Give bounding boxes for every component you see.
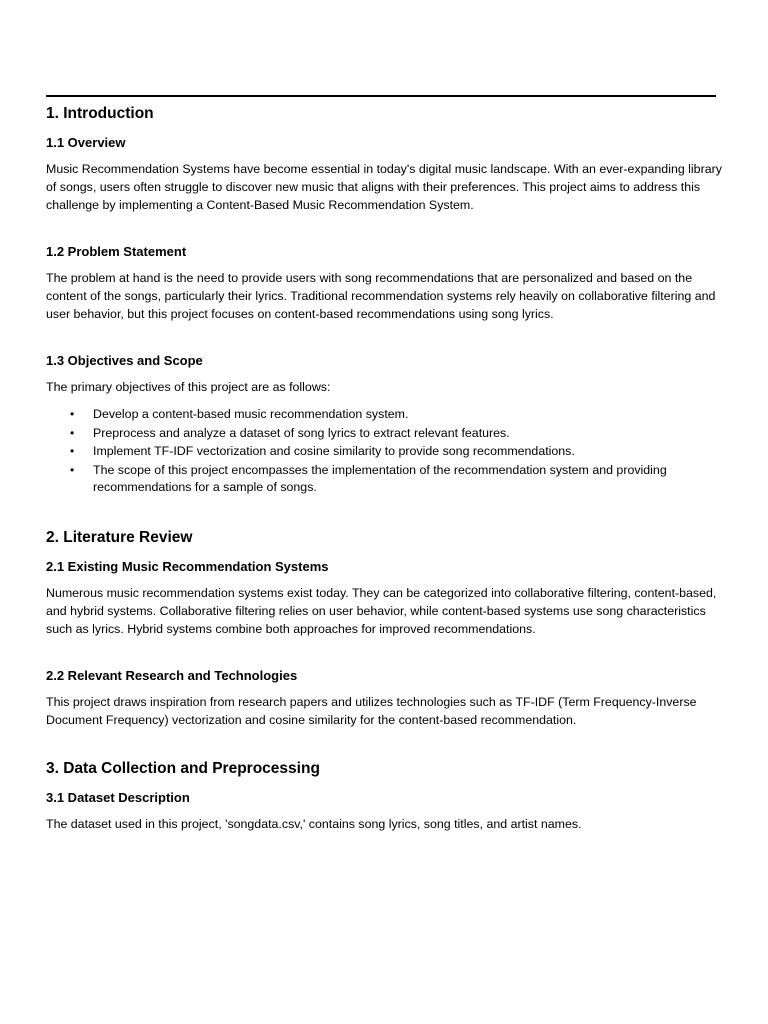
list-item-text: Implement TF-IDF vectorization and cosine similarity to provide song recommendations. <box>93 444 575 458</box>
subsection-heading: 1.2 Problem Statement <box>46 244 187 259</box>
bullet-icon: • <box>70 407 75 421</box>
paragraph: The problem at hand is the need to provide users with song recommendations that are personalized and based on the content of the songs, particularly their lyrics. Traditional recommendation systems rely heavily on collaborative filtering and user behavior, but this project focuses on content-based recommendations using song lyrics. <box>46 271 716 321</box>
paragraph: Music Recommendation Systems have become essential in today's digital music landscape. With an ever-expanding library of songs, users often struggle to discover new music that aligns with their preferences. This project aims to address this challenge by implementing a Content-Based Music Recommendation System. <box>46 162 722 212</box>
subsection-heading: 3.1 Dataset Description <box>46 789 190 805</box>
subsection-heading: 2.2 Relevant Research and Technologies <box>46 667 298 683</box>
bullet-icon: • <box>70 425 75 440</box>
paragraph: The primary objectives of this project are as follows: <box>46 380 331 394</box>
header-rule <box>46 95 716 97</box>
document-body <box>46 104 722 833</box>
subsection-heading: 1.3 Objectives and Scope <box>46 353 203 368</box>
list-item <box>46 443 722 461</box>
subsection-heading: 1.1 Overview <box>46 135 126 150</box>
paragraph: The dataset used in this project, 'songdata.csv,' contains song lyrics, song titles, and artist names. <box>46 816 582 831</box>
subsection-heading: 2.1 Existing Music Recommendation Systems <box>46 558 329 574</box>
list-item-text: The scope of this project encompasses the implementation of the recommendation system and providing recommendations for a sample of songs. <box>93 462 667 494</box>
list-item <box>46 462 722 497</box>
section-heading: 3. Data Collection and Preprocessing <box>46 759 320 777</box>
bullet-icon: • <box>70 462 75 477</box>
section-heading: 2. Literature Review <box>46 528 193 546</box>
list-item-text: Preprocess and analyze a dataset of song lyrics to extract relevant features. <box>93 425 510 440</box>
bullet-icon: • <box>70 444 75 458</box>
objectives-list <box>46 406 722 497</box>
section-heading: 1. Introduction <box>46 105 154 122</box>
paragraph: Numerous music recommendation systems exist today. They can be categorized into collaborative filtering, content-based, and hybrid systems. Collaborative filtering relies on user behavior, while content-based systems use song characteristics such as lyrics. Hybrid systems combine both approaches for improved recommendations. <box>46 585 717 636</box>
paragraph: This project draws inspiration from research papers and utilizes technologies such as TF-IDF (Term Frequency-Inverse Document Frequency) vectorization and cosine similarity for the content-based recommendation. <box>46 694 697 727</box>
list-item <box>46 425 722 443</box>
list-item <box>46 406 722 424</box>
list-item-text: Develop a content-based music recommendation system. <box>93 407 409 421</box>
